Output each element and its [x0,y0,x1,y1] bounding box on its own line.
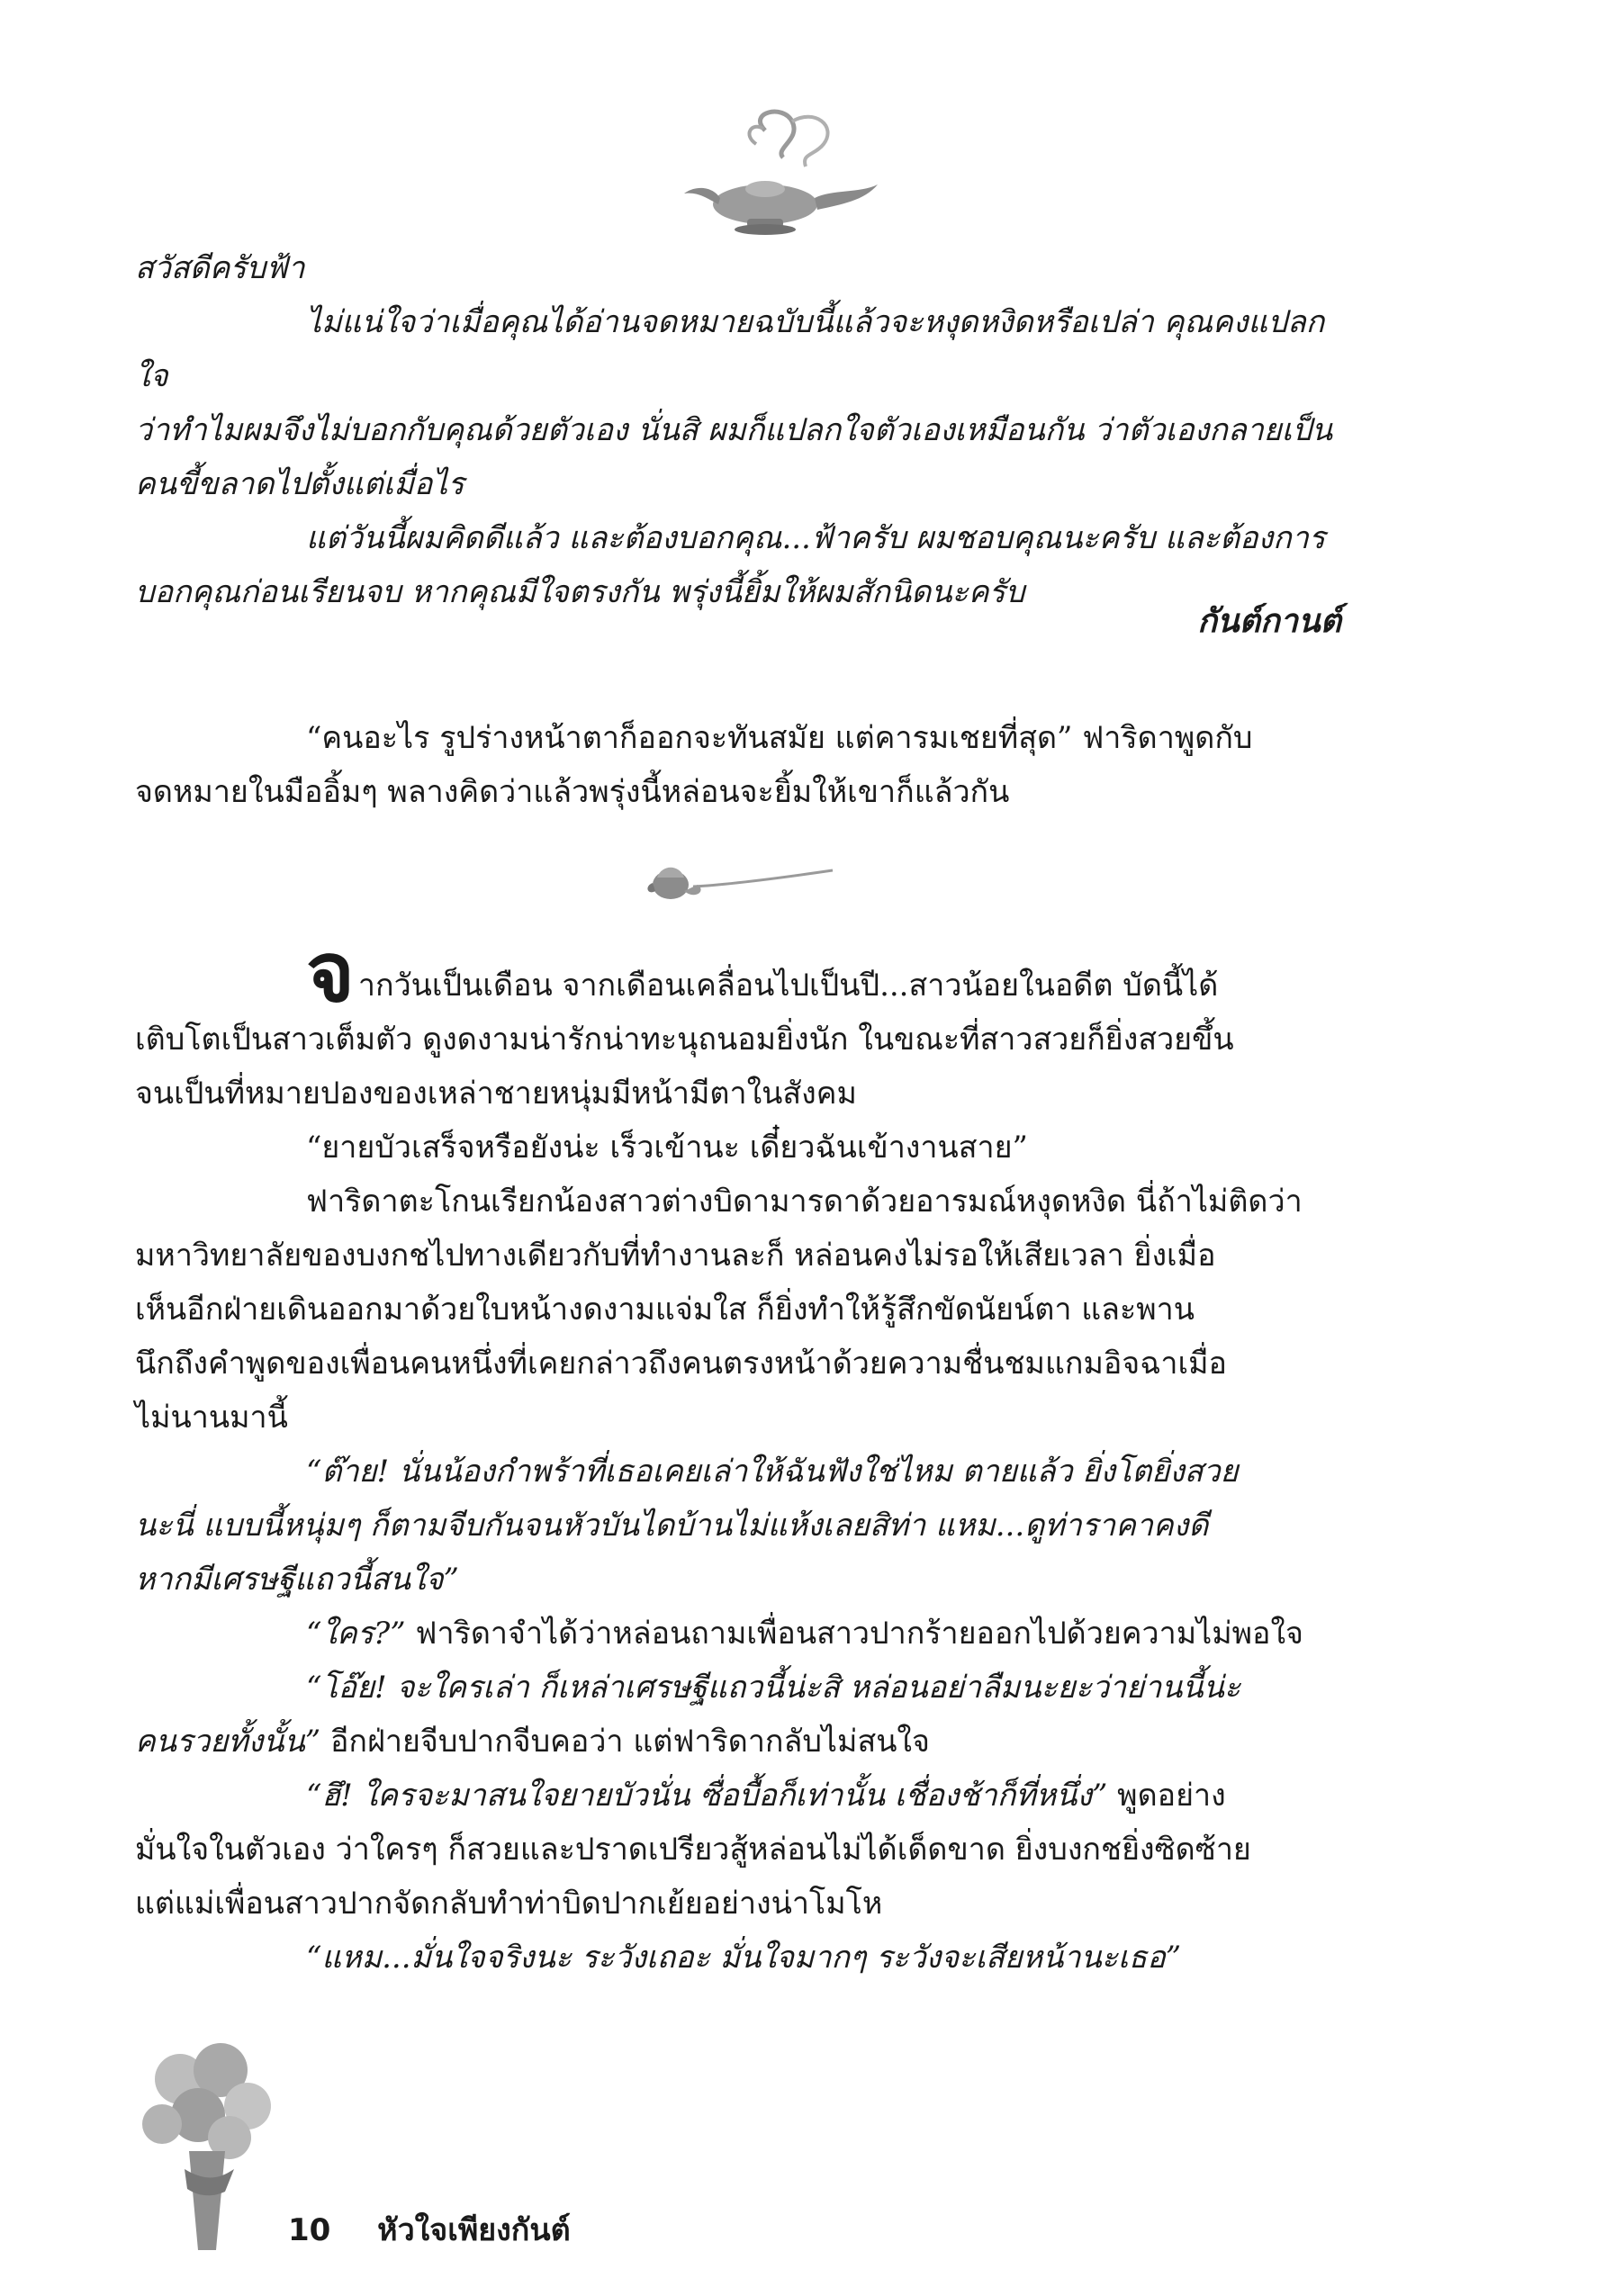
story-line: มั่นใจในตัวเอง ว่าใครๆ ก็สวยและปราดเปรียวสู้หล่อนไม่ได้เด็ดขาด ยิ่งบงกชยิ่งซิดซ้าย [135,1832,1251,1868]
paragraph-line: “คนอะไร รูปร่างหน้าตาก็ออกจะทันสมัย แต่คารมเชยที่สุด” ฟาริดาพูดกับ [306,720,1253,756]
story-line: เติบโตเป็นสาวเต็มตัว ดูงดงามน่ารักน่าทะนุถนอมยิ่งนัก ในขณะที่สาวสวยก็ยิ่งสวยขึ้น [135,1022,1234,1058]
genie-lamp-icon [657,104,891,239]
story-line: “ยายบัวเสร็จหรือยังน่ะ เร็วเข้านะ เดี๋ยวฉันเข้างานสาย” [306,1130,1028,1166]
letter-greeting: สวัสดีครับฟ้า [135,250,305,286]
story-line: ฟาริดาตะโกนเรียกน้องสาวต่างบิดามารดาด้วยอารมณ์หงุดหงิด นี่ถ้าไม่ติดว่า [306,1184,1303,1220]
bouquet-icon [135,2034,279,2259]
story-line: “ต๊าย! นั่นน้องกำพร้าที่เธอเคยเล่าให้ฉันฟังใช่ไหม ตายแล้ว ยิ่งโตยิ่งสวย [306,1454,1239,1490]
letter-signature: กันต์กานต์ [1197,602,1341,640]
letter-line: ว่าทำไมผมจึงไม่บอกกับคุณด้วยตัวเอง นั่นสิ ผมก็แปลกใจตัวเองเหมือนกัน ว่าตัวเองกลายเป็น [135,412,1333,448]
letter-line: บอกคุณก่อนเรียนจบ หากคุณมีใจตรงกัน พรุ่งนี้ยิ้มให้ผมสักนิดนะครับ [135,574,1025,610]
story-line: นะนี่ แบบนี้หนุ่มๆ ก็ตามจีบกันจนหัวบันไดบ้านไม่แห้งเลยสิท่า แหม...ดูท่าราคาคงดี [135,1508,1209,1544]
flower-divider-icon [630,851,837,914]
drop-cap: จ [306,923,355,1021]
paragraph-line: จดหมายในมืออิ้มๆ พลางคิดว่าแล้วพรุ่งนี้หล่อนจะยิ้มให้เขาก็แล้วกัน [135,774,1010,810]
story-line: “ใคร?” ฟาริดาจำได้ว่าหล่อนถามเพื่อนสาวปากร้ายออกไปด้วยความไม่พอใจ [306,1616,1303,1652]
story-line: เห็นอีกฝ่ายเดินออกมาด้วยใบหน้างดงามแจ่มใส ก็ยิ่งทำให้รู้สึกขัดนัยน์ตา และพาน [135,1292,1195,1328]
story-line: หากมีเศรษฐีแถวนี้สนใจ” [135,1562,459,1598]
page-footer [288,2205,571,2254]
story-line: จากวันเป็นเดือน จากเดือนเคลื่อนไปเป็นปี...สาวน้อยในอดีต บัดนี้ได้ [306,923,1219,1021]
story-line: มหาวิทยาลัยของบงกชไปทางเดียวกับที่ทำงานละก็ หล่อนคงไม่รอให้เสียเวลา ยิ่งเมื่อ [135,1238,1216,1274]
story-line: “โอ๊ย! จะใครเล่า ก็เหล่าเศรษฐีแถวนี้น่ะสิ หล่อนอย่าลืมนะยะว่าย่านนี้น่ะ [306,1670,1241,1706]
letter-line: ไม่แน่ใจว่าเมื่อคุณได้อ่านจดหมายฉบับนี้แล้วจะหงุดหงิดหรือเปล่า คุณคงแปลกใจ [135,304,1325,394]
letter-body [135,295,1341,619]
story-line: คนรวยทั้งนั้น” อีกฝ่ายจีบปากจีบคอว่า แต่ฟาริดากลับไม่สนใจ [135,1724,930,1760]
page-number: 10 [288,2212,331,2248]
story-line: “แหม...มั่นใจจริงนะ ระวังเถอะ มั่นใจมากๆ ระวังจะเสียหน้านะเธอ” [306,1940,1182,1976]
story-line: นึกถึงคำพูดของเพื่อนคนหนึ่งที่เคยกล่าวถึงคนตรงหน้าด้วยความชื่นชมแกมอิจฉาเมื่อ [135,1346,1227,1382]
book-title: หัวใจเพียงกันต์ [377,2212,571,2248]
story-line: “ฮึ! ใครจะมาสนใจยายบัวนั่น ซื่อบื้อก็เท่านั้น เชื่องช้าก็ที่หนึ่ง” พูดอย่าง [306,1778,1226,1814]
letter-line: แต่วันนี้ผมคิดดีแล้ว และต้องบอกคุณ...ฟ้าครับ ผมชอบคุณนะครับ และต้องการ [306,520,1326,556]
story-line: จนเป็นที่หมายปองของเหล่าชายหนุ่มมีหน้ามีตาในสังคม [135,1076,857,1112]
story-line: ไม่นานมานี้ [135,1400,288,1436]
paragraph [135,711,1341,819]
story-body [135,923,1341,1985]
story-line: แต่แม่เพื่อนสาวปากจัดกลับทำท่าบิดปากเย้ยอย่างน่าโมโห [135,1886,883,1922]
letter-line: คนขี้ขลาดไปตั้งแต่เมื่อไร [135,466,464,502]
